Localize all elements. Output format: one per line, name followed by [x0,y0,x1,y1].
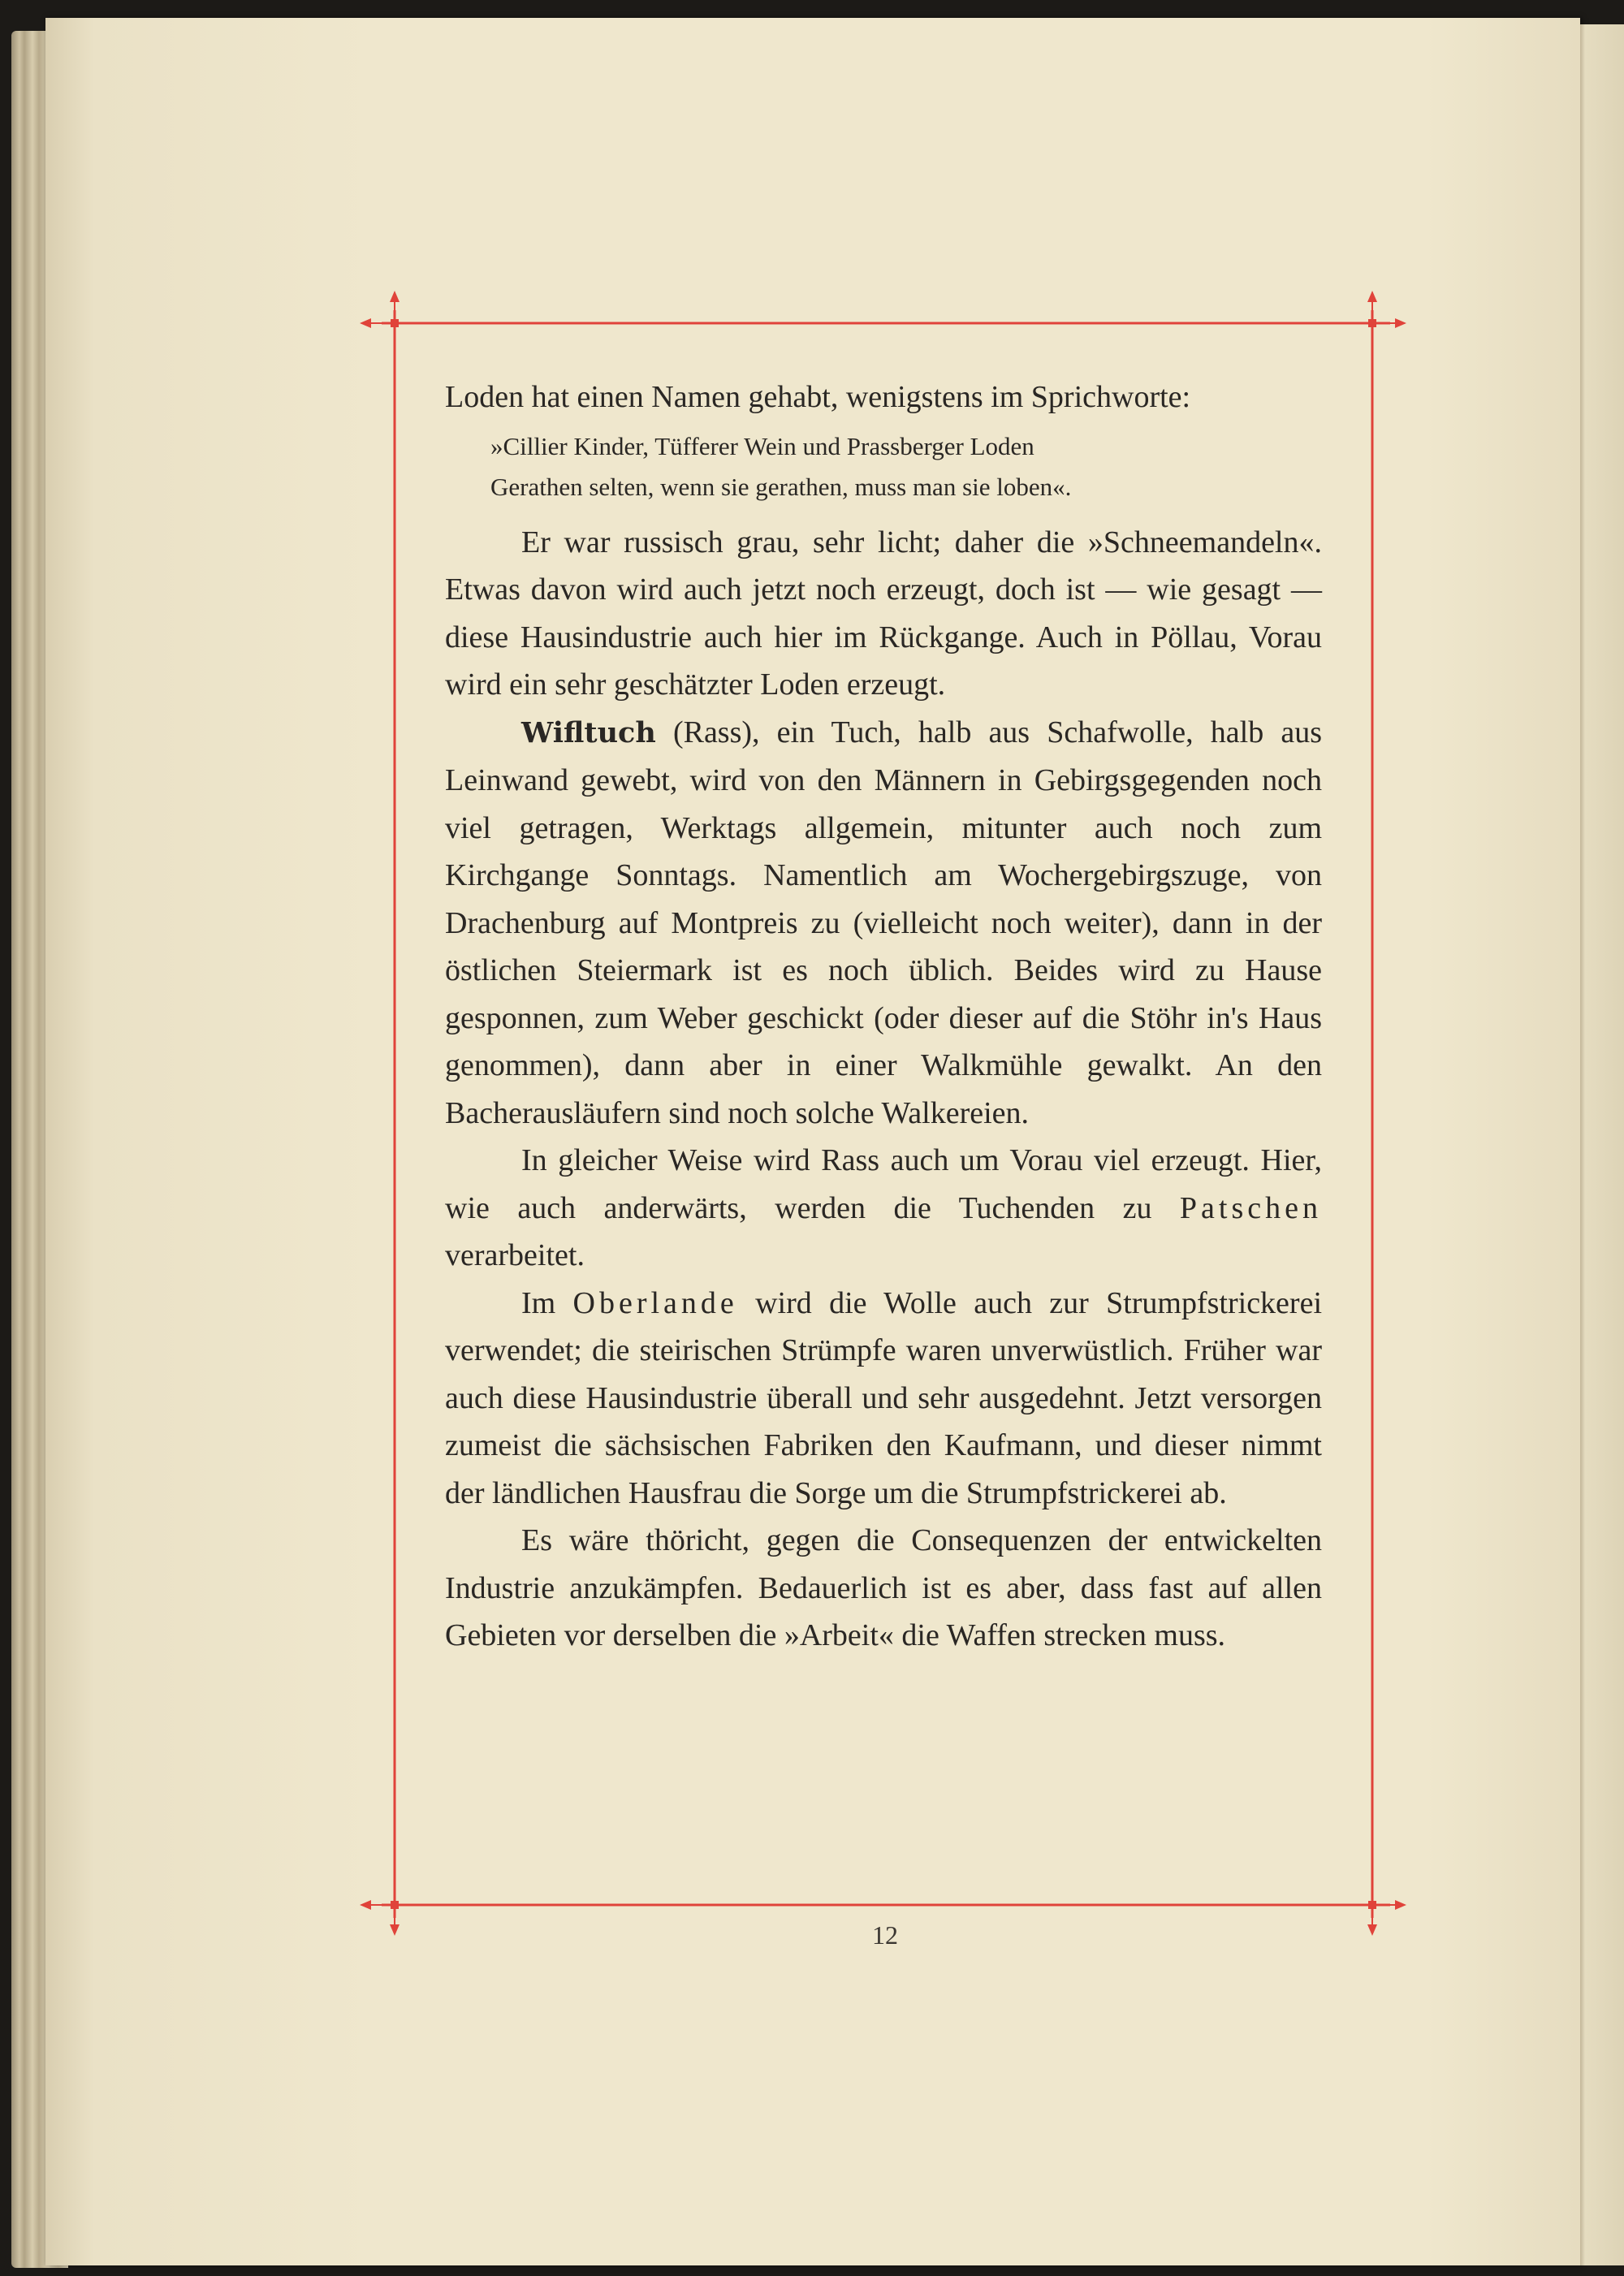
paragraph-schneemandeln: Er war russisch grau, sehr licht; daher die »Schneemandeln«. Etwas davon wird auch jetzt noch erzeugt, doch ist — wie gesagt — diese Hausindustrie auch hier im Rückgange. Auch in Pöllau, Vorau wird ein sehr geschätzter Loden erzeugt. [445,525,1322,702]
paragraph-consequenzen: Es wäre thöricht, gegen die Consequenzen der entwickelten Industrie anzukämpfen. Bedauerlich ist es aber, dass fast auf allen Gebieten vor derselben die »Arbeit« die Waffen strecken muss. [445,1523,1322,1652]
verse-line-1: »Cillier Kinder, Tüfferer Wein und Prassberger Loden [490,431,1034,460]
term-patschen: Patschen [1179,1190,1322,1225]
page-text [445,374,1322,1660]
paragraph-wifltuch [445,709,1322,1138]
verse-line-2: Gerathen selten, wenn sie gerathen, muss man sie loben«. [490,472,1072,501]
paragraph-vorau [445,1137,1322,1280]
page-number: 12 [872,1920,898,1950]
term-wifltuch: Wifltuch [521,715,656,749]
paragraph-oberlande-start: Im [521,1285,573,1320]
term-oberlande: Oberlande [572,1285,738,1320]
proverb-verse [490,426,1322,507]
paragraph-vorau-text: In gleicher Weise wird Rass auch um Vorau viel erzeugt. Hier, wie auch anderwärts, werden die Tuchenden zu [445,1143,1322,1225]
paragraph-wifltuch-text: (Rass), ein Tuch, halb aus Schafwolle, halb aus Leinwand gewebt, wird von den Männern in Gebirgsgegenden noch viel getragen, Werktags allgemein, mitunter auch noch zum Kirchgange Sonntags. Namentlich am Wochergebirgszuge, von Drachenburg auf Montpreis zu (vielleicht noch weiter), dann in der östlichen Steiermark ist es noch üblich. Beides wird zu Hause gesponnen, zum Weber geschickt (oder dieser auf die Stöhr in's Haus genommen), dann aber in einer Walkmühle gewalkt. An den Bacherausläufern sind noch solche Walkereien. [445,715,1322,1130]
paragraph-oberlande [445,1280,1322,1518]
paragraph-loden-intro: Loden hat einen Namen gehabt, wenigstens im Sprichworte: [445,380,1191,414]
paragraph-vorau-end: verarbeitet. [445,1238,585,1272]
paragraph-oberlande-text: wird die Wolle auch zur Strumpfstrickerei verwendet; die steirischen Strümpfe waren unverwüstlich. Früher war auch diese Hausindustrie überall und sehr ausgedehnt. Jetzt versorgen zumeist die sächsischen Fabriken den Kaufmann, und dieser nimmt der ländlichen Hausfrau die Sorge um die Strumpfstrickerei ab. [445,1285,1323,1510]
